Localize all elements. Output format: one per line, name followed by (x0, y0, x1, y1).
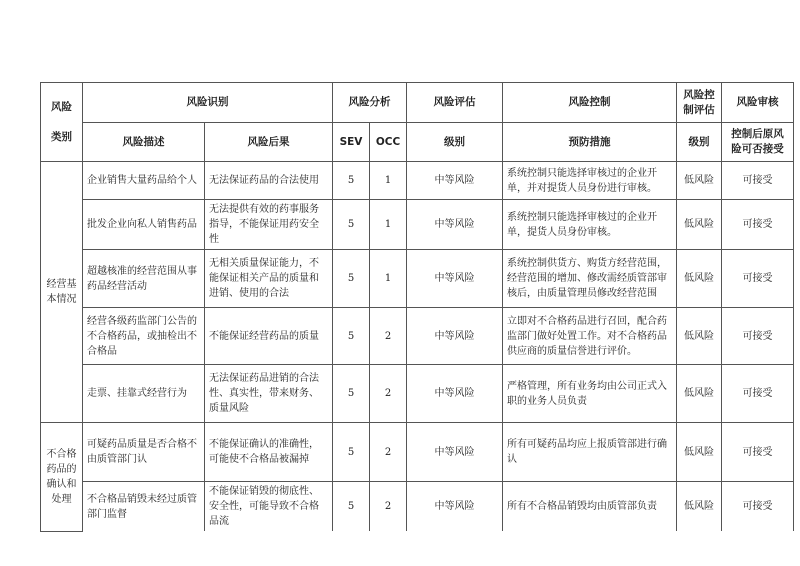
preventive-measures-cell: 所有可疑药品均应上报质管部进行确认 (503, 423, 677, 482)
risk-description-cell: 走票、挂靠式经营行为 (83, 365, 205, 423)
occ-cell: 1 (370, 162, 407, 200)
control-level-cell: 低风险 (677, 200, 722, 250)
risk-consequence-cell: 不能保证经营药品的质量 (205, 308, 333, 365)
risk-consequence-cell: 无法保证药品的合法使用 (205, 162, 333, 200)
header-risk-assessment: 风险评估 (407, 83, 503, 123)
header-risk-category: 风险 类别 (41, 83, 83, 162)
risk-category-cell: 不合格 药品的 确认和 处理 (41, 423, 83, 532)
preventive-measures-cell: 系统控制只能选择审核过的企业开单，并对提货人员身份进行审核。 (503, 162, 677, 200)
table-row (41, 423, 794, 482)
risk-assessment-cell: 中等风险 (407, 200, 503, 250)
occ-cell: 1 (370, 200, 407, 250)
risk-assessment-cell: 中等风险 (407, 162, 503, 200)
occ-cell: 2 (370, 308, 407, 365)
review-cell: 可接受 (722, 423, 794, 482)
preventive-measures-cell: 系统控制只能选择审核过的企业开单，提货人员身份审核。 (503, 200, 677, 250)
risk-consequence-cell: 无法保证药品进销的合法性、真实性，带来财务、质量风险 (205, 365, 333, 423)
review-cell: 可接受 (722, 482, 794, 532)
review-cell: 可接受 (722, 162, 794, 200)
header-risk-control: 风险控制 (503, 83, 677, 123)
preventive-measures-cell: 严格管理，所有业务均由公司正式入职的业务人员负责 (503, 365, 677, 423)
occ-cell: 2 (370, 365, 407, 423)
header-occ: OCC (370, 123, 407, 162)
risk-consequence-cell: 无相关质量保证能力，不能保证相关产品的质量和进销、使用的合法 (205, 250, 333, 308)
preventive-measures-cell: 所有不合格品销毁均由质管部负责 (503, 482, 677, 532)
risk-assessment-cell: 中等风险 (407, 365, 503, 423)
table-row (41, 250, 794, 308)
review-cell: 可接受 (722, 308, 794, 365)
risk-description-cell: 企业销售大量药品给个人 (83, 162, 205, 200)
control-level-cell: 低风险 (677, 308, 722, 365)
header-sev: SEV (333, 123, 370, 162)
risk-assessment-cell: 中等风险 (407, 308, 503, 365)
control-level-cell: 低风险 (677, 365, 722, 423)
preventive-measures-cell: 立即对不合格药品进行召回，配合药监部门做好处置工作。对不合格药品供应商的质量信誉进行评价。 (503, 308, 677, 365)
risk-description-cell: 超越核准的经营范围从事药品经营活动 (83, 250, 205, 308)
table-row (41, 308, 794, 365)
risk-description-cell: 可疑药品质量是否合格不由质管部门认 (83, 423, 205, 482)
sev-cell: 5 (333, 200, 370, 250)
risk-assessment-cell: 中等风险 (407, 482, 503, 532)
control-level-cell: 低风险 (677, 482, 722, 532)
header-post-control-assessment: 风险控 制评估 (677, 83, 722, 123)
header-risk-consequence: 风险后果 (205, 123, 333, 162)
risk-table (40, 82, 794, 532)
table-row (41, 482, 794, 532)
table-row (41, 365, 794, 423)
sev-cell: 5 (333, 308, 370, 365)
risk-description-cell: 经营各级药监部门公告的不合格药品，或抽检出不合格品 (83, 308, 205, 365)
sev-cell: 5 (333, 250, 370, 308)
header-risk-description: 风险描述 (83, 123, 205, 162)
risk-assessment-cell: 中等风险 (407, 423, 503, 482)
table-row (41, 162, 794, 200)
sev-cell: 5 (333, 365, 370, 423)
header-risk-analysis: 风险分析 (333, 83, 407, 123)
preventive-measures-cell: 系统控制供货方、购货方经营范围，经营范围的增加、修改需经质管部审核后，由质量管理员修改经营范围 (503, 250, 677, 308)
risk-description-cell: 不合格品销毁未经过质管部门监督 (83, 482, 205, 532)
control-level-cell: 低风险 (677, 250, 722, 308)
review-cell: 可接受 (722, 200, 794, 250)
control-level-cell: 低风险 (677, 423, 722, 482)
risk-consequence-cell: 无法提供有效的药事服务指导，不能保证用药安全性 (205, 200, 333, 250)
risk-description-cell: 批发企业向私人销售药品 (83, 200, 205, 250)
sev-cell: 5 (333, 423, 370, 482)
occ-cell: 1 (370, 250, 407, 308)
risk-consequence-cell: 不能保证销毁的彻底性、安全性，可能导致不合格品流 (205, 482, 333, 532)
header-level: 级别 (407, 123, 503, 162)
occ-cell: 2 (370, 482, 407, 532)
header-risk-identification: 风险识别 (83, 83, 333, 123)
sev-cell: 5 (333, 162, 370, 200)
header-preventive-measures: 预防措施 (503, 123, 677, 162)
header-risk-review: 风险审核 (722, 83, 794, 123)
table-row (41, 200, 794, 250)
control-level-cell: 低风险 (677, 162, 722, 200)
risk-assessment-cell: 中等风险 (407, 250, 503, 308)
risk-consequence-cell: 不能保证确认的准确性，可能使不合格品被漏掉 (205, 423, 333, 482)
risk-category-cell: 经营基 本情况 (41, 162, 83, 423)
header-level-2: 级别 (677, 123, 722, 162)
occ-cell: 2 (370, 423, 407, 482)
review-cell: 可接受 (722, 250, 794, 308)
header-acceptable-after-control: 控制后原风 险可否接受 (722, 123, 794, 162)
review-cell: 可接受 (722, 365, 794, 423)
sev-cell: 5 (333, 482, 370, 532)
